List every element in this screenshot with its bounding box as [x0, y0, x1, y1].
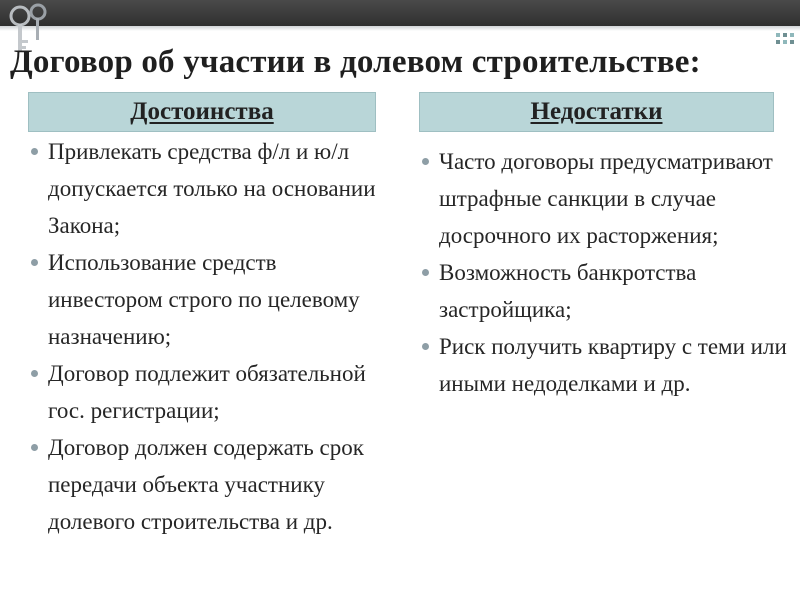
advantage-item: Использование средств инвестором строго по целевому назначению; — [28, 244, 393, 355]
disadvantage-item: Возможность банкротства застройщика; — [419, 254, 789, 328]
advantage-item: Договор должен содержать срок передачи объекта участнику долевого строительства и др. — [28, 429, 393, 540]
disadvantages-header: Недостатки — [419, 92, 774, 132]
grid-dots-icon — [774, 31, 800, 51]
top-band-highlight — [0, 26, 800, 31]
slide-title: Договор об участии в долевом строительстве: — [10, 44, 701, 80]
disadvantage-item: Часто договоры предусматривают штрафные санкции в случае досрочного их расторжения; — [419, 143, 789, 254]
advantage-item: Привлекать средства ф/л и ю/л допускается только на основании Закона; — [28, 133, 393, 244]
disadvantages-list — [419, 143, 789, 402]
disadvantage-item: Риск получить квартиру с теми или иными недоделками и др. — [419, 328, 789, 402]
top-band — [0, 0, 800, 26]
advantages-list — [28, 133, 393, 540]
advantage-item: Договор подлежит обязательной гос. регистрации; — [28, 355, 393, 429]
advantages-header: Достоинства — [28, 92, 376, 132]
